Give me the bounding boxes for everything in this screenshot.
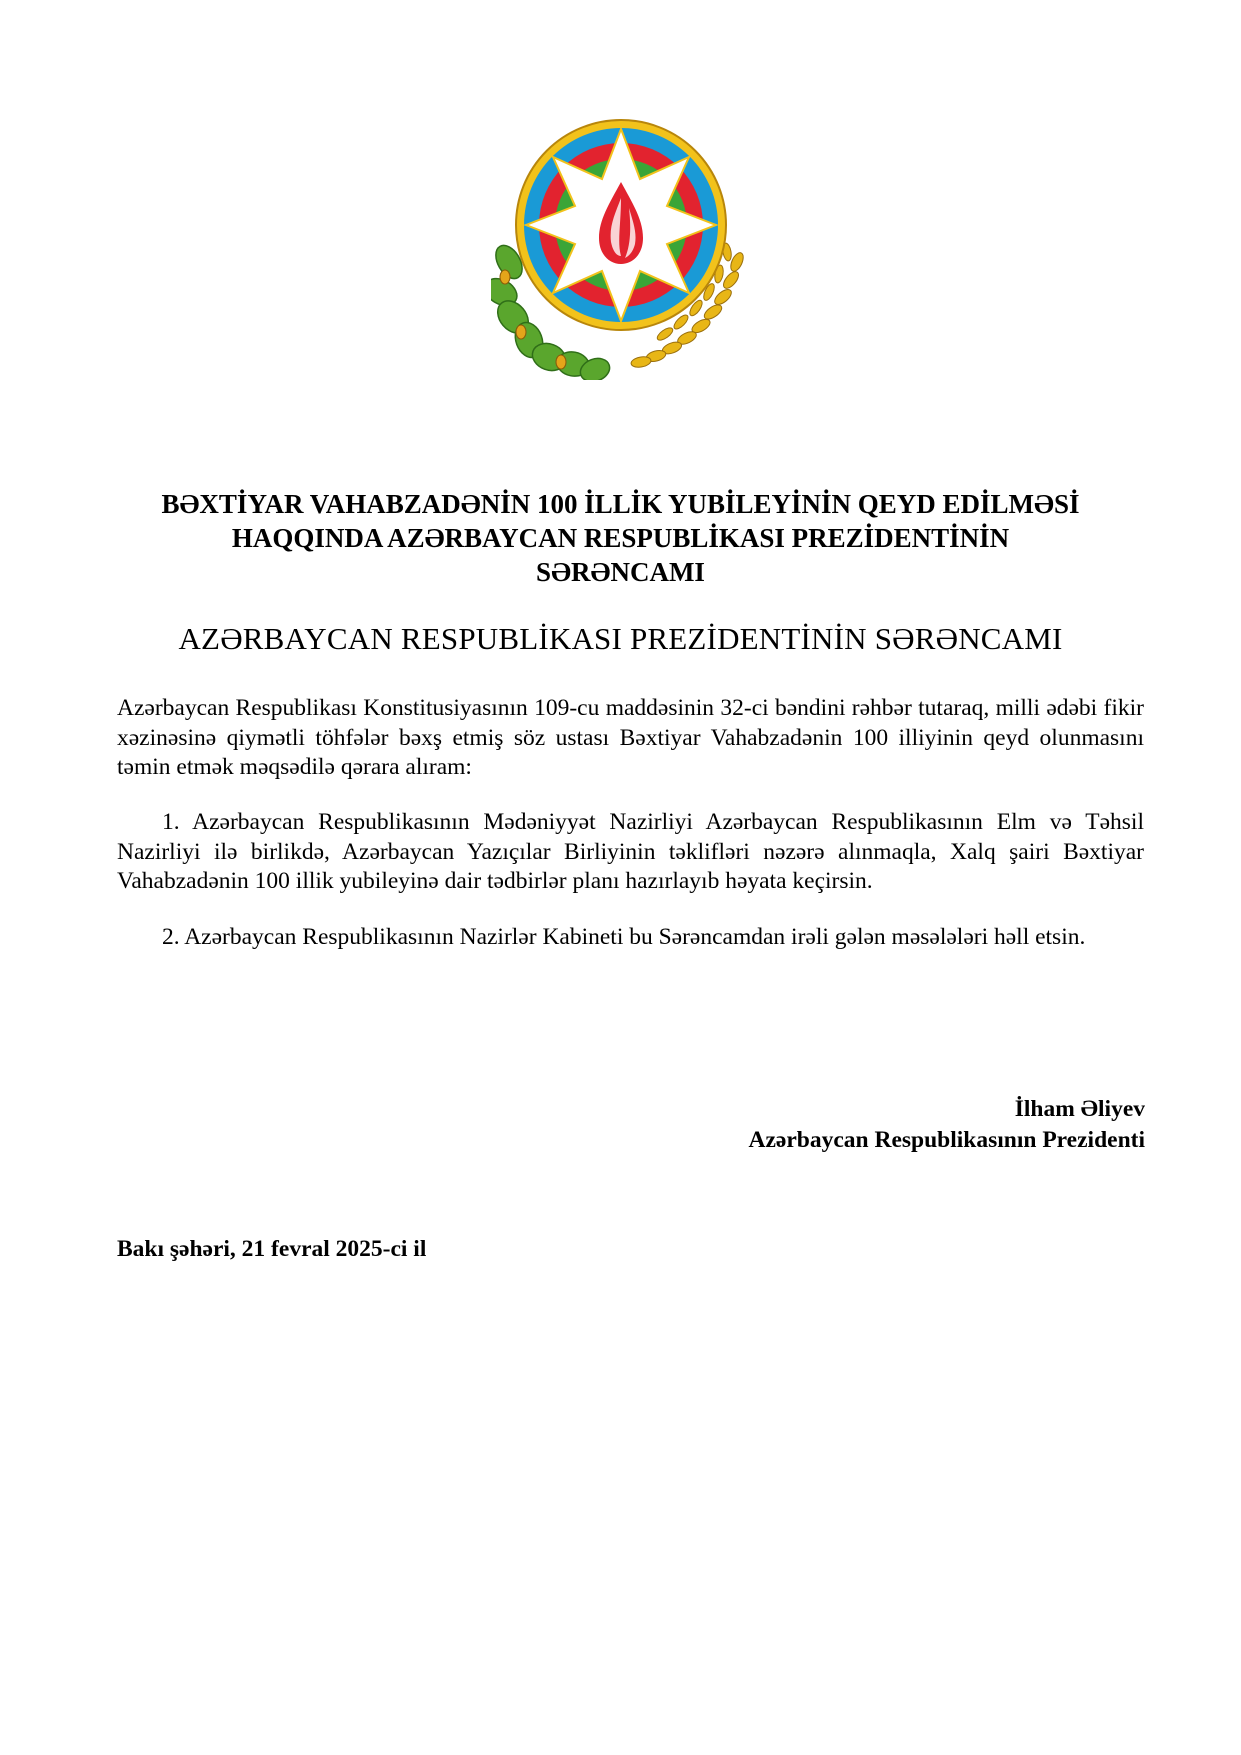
signature-block — [749, 1094, 1145, 1156]
emblem-icon — [491, 112, 751, 380]
signatory-name: İlham Əliyev — [1014, 1096, 1145, 1122]
title-line-1: BƏXTİYAR VAHABZADƏNİN 100 İLLİK YUBİLEYİNİN QEYD EDİLMƏSİ — [161, 489, 1080, 519]
decree-item-1: 1. Azərbaycan Respublikasının Mədəniyyət Nazirliyi Azərbaycan Respublikasının Elm və Təhsil Nazirliyi ilə birlikdə, Azərbaycan Yazıçılar Birliyinin təklifləri nəzərə alınmaqla, Xalq şairi Bəxtiyar Vahabzadənin 100 illik yubileyinə dair tədbirlər planı hazırlayıb həyata keçirsin. — [117, 809, 1144, 894]
signatory-title: Azərbaycan Respublikasının Prezidenti — [748, 1127, 1145, 1153]
decree-item-2: 2. Azərbaycan Respublikasının Nazirlər Kabineti bu Sərəncamdan irəli gələn məsələləri həll etsin. — [162, 924, 1086, 950]
title-line-3: SƏRƏNCAMI — [536, 557, 705, 587]
preamble-paragraph: Azərbaycan Respublikası Konstitusiyasının 109-cu maddəsinin 32-ci bəndini rəhbər tutaraq, milli ədəbi fikir xəzinəsinə qiymətli töhfələr bəxş etmiş söz ustası Bəxtiyar Vahabzadənin 100 illiyinin qeyd olunmasını təmin etmək məqsədilə qərara alıram: — [117, 695, 1144, 780]
state-emblem — [491, 112, 751, 380]
title-line-2: HAQQINDA AZƏRBAYCAN RESPUBLİKASI PREZİDENTİNİN — [231, 523, 1010, 553]
document-title — [110, 487, 1131, 589]
place-and-date: Bakı şəhəri, 21 fevral 2025-ci il — [117, 1236, 427, 1262]
document-subtitle: AZƏRBAYCAN RESPUBLİKASI PREZİDENTİNİN SƏRƏNCAMI — [178, 621, 1063, 656]
